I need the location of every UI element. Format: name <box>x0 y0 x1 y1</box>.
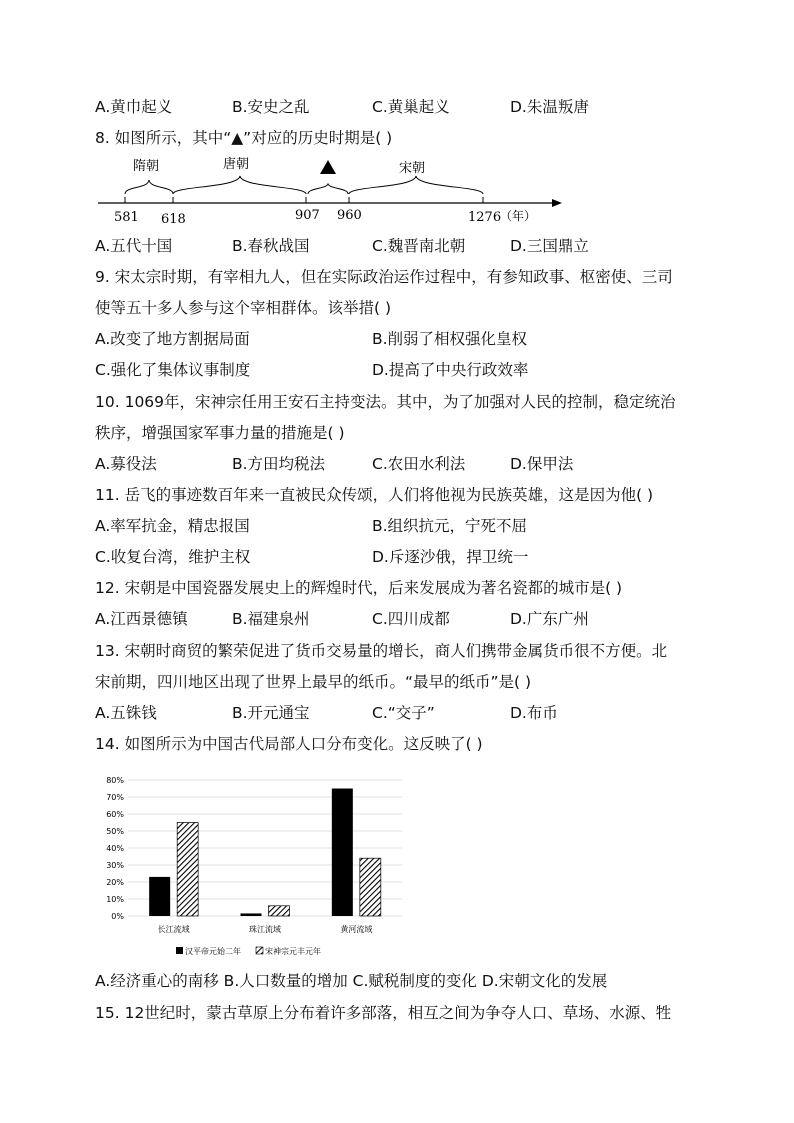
y-tick-label: 30% <box>106 861 124 870</box>
sui-brace <box>125 180 173 194</box>
q13-option-d: D.布币 <box>510 704 558 722</box>
q11-stem: 11. 岳飞的事迹数百年来一直被民众传颂，人们将他视为民族英雄，这是因为他( ) <box>95 486 654 504</box>
timeline-year-618: 618 <box>161 212 186 227</box>
bar-2-3 <box>360 858 381 916</box>
y-tick-label: 60% <box>106 810 124 819</box>
timeline-year-1276: 1276 <box>468 210 502 225</box>
y-tick-label: 40% <box>106 844 124 853</box>
q13-stem-line-2: 宋前期，四川地区出现了世界上最早的纸币。“最早的纸币”是( ) <box>95 673 532 691</box>
q11-option-d: D.斥逐沙俄，捍卫统一 <box>372 548 529 566</box>
q10-stem-line-2: 秩序，增强国家军事力量的措施是( ) <box>95 424 345 442</box>
bar-2-1 <box>177 823 198 917</box>
q7-option-a: A.黄巾起义 <box>95 98 173 116</box>
q14-options: A.经济重心的南移 B.人口数量的增加 C.赋税制度的变化 D.宋朝文化的发展 <box>95 972 608 990</box>
q7-option-b: B.安史之乱 <box>232 98 310 116</box>
q11-option-c: C.收复台湾，维护主权 <box>95 548 251 566</box>
q12-option-c: C.四川成都 <box>372 610 450 628</box>
q11-option-a: A.率军抗金，精忠报国 <box>95 517 250 535</box>
song-brace <box>349 176 483 194</box>
q10-option-a: A.募役法 <box>95 455 157 473</box>
q15-stem: 15. 12世纪时，蒙古草原上分布着许多部落，相互之间为争夺人口、草场、水源、牲 <box>95 1004 672 1022</box>
q14-stem: 14. 如图所示为中国古代局部人口分布变化。这反映了( ) <box>95 735 483 753</box>
population-bar-chart <box>90 768 410 963</box>
legend-swatch-hatch <box>256 947 263 954</box>
timeline-year-581: 581 <box>114 210 139 225</box>
q8-option-b: B.春秋战国 <box>232 237 310 255</box>
timeline-year-960: 960 <box>337 208 362 223</box>
q8-stem: 8. 如图所示，其中“▲”对应的历史时期是( ) <box>95 129 393 147</box>
q9-option-d: D.提高了中央行政效率 <box>372 361 529 379</box>
q9-option-b: B.削弱了相权强化皇权 <box>372 330 528 348</box>
tang-brace <box>173 176 306 194</box>
q12-option-a: A.江西景德镇 <box>95 610 188 628</box>
timeline-label-song: 宋朝 <box>399 161 426 176</box>
y-tick-label: 0% <box>111 912 124 921</box>
q9-option-c: C.强化了集体议事制度 <box>95 361 251 379</box>
chart-legend <box>176 946 321 956</box>
timeline-year-907: 907 <box>295 208 320 223</box>
q13-stem-line-1: 13. 宋朝时商贸的繁荣促进了货币交易量的增长，商人们携带金属货币很不方便。北 <box>95 642 668 660</box>
q8-option-c: C.魏晋南北朝 <box>372 237 466 255</box>
q10-option-c: C.农田水利法 <box>372 455 466 473</box>
q8-timeline <box>90 152 580 232</box>
legend-label-series-2: 宋神宗元丰元年 <box>265 947 321 956</box>
category-label: 珠江流域 <box>249 925 281 934</box>
q7-option-c: C.黄巢起义 <box>372 98 450 116</box>
timeline-label-tang: 唐朝 <box>223 157 250 172</box>
q8-option-d: D.三国鼎立 <box>510 237 589 255</box>
q13-option-b: B.开元通宝 <box>232 704 310 722</box>
q8-option-a: A.五代十国 <box>95 237 173 255</box>
q12-option-b: B.福建泉州 <box>232 610 310 628</box>
q12-stem: 12. 宋朝是中国瓷器发展史上的辉煌时代，后来发展成为著名瓷都的城市是( ) <box>95 579 623 597</box>
category-label: 长江流域 <box>157 925 190 934</box>
q11-option-b: B.组织抗元，宁死不屈 <box>372 517 528 535</box>
q10-stem-line-1: 10. 1069年，宋神宗任用王安石主持变法。其中，为了加强对人民的控制，稳定统治 <box>95 393 676 411</box>
y-tick-label: 10% <box>106 895 124 904</box>
q10-option-b: B.方田均税法 <box>232 455 326 473</box>
q9-option-a: A.改变了地方割据局面 <box>95 330 250 348</box>
y-tick-label: 50% <box>106 827 124 836</box>
triangle-marker-icon <box>320 160 336 174</box>
bar-1-3 <box>332 789 353 917</box>
q13-option-c: C.“交子” <box>372 704 435 722</box>
marker-brace <box>308 184 348 194</box>
legend-label-series-1: 汉平帝元始二年 <box>185 947 241 956</box>
q13-option-a: A.五铢钱 <box>95 704 157 722</box>
timeline-unit: （年） <box>500 209 537 223</box>
q9-stem-line-1: 9. 宋太宗时期，有宰相九人，但在实际政治运作过程中，有参知政事、枢密使、三司 <box>95 268 673 286</box>
timeline-label-sui: 隋朝 <box>133 159 160 174</box>
bar-1-1 <box>149 877 170 916</box>
q9-stem-line-2: 使等五十多人参与这个宰相群体。该举措( ) <box>95 299 392 317</box>
y-tick-label: 20% <box>106 878 124 887</box>
bar-1-2 <box>241 913 262 916</box>
bar-2-2 <box>269 906 290 916</box>
y-tick-label: 70% <box>106 793 124 802</box>
q12-option-d: D.广东广州 <box>510 610 589 628</box>
category-label: 黄河流域 <box>340 925 373 934</box>
q7-option-d: D.朱温叛唐 <box>510 98 589 116</box>
q10-option-d: D.保甲法 <box>510 455 574 473</box>
y-tick-label: 80% <box>106 776 124 785</box>
legend-swatch-solid <box>176 947 183 954</box>
timeline-arrow <box>552 199 562 207</box>
